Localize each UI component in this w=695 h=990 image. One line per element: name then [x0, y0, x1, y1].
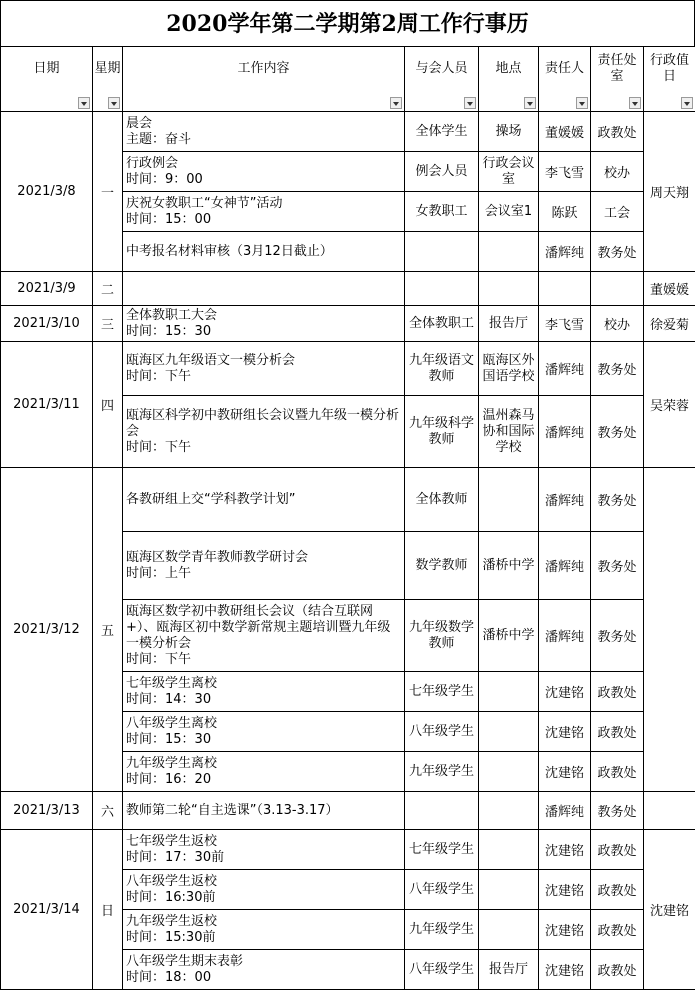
content-cell — [123, 342, 405, 396]
dept-cell: 政教处 — [591, 950, 644, 990]
content-time: 时间：15:30前 — [126, 930, 403, 946]
table-row — [1, 272, 695, 306]
content-cell — [123, 870, 405, 910]
person-cell: 潘辉纯 — [539, 342, 591, 396]
place-cell — [479, 910, 539, 950]
place-cell: 报告厅 — [479, 306, 539, 342]
attendees-cell: 九年级学生 — [405, 752, 479, 792]
person-cell: 董媛媛 — [539, 112, 591, 152]
filter-dropdown-icon[interactable] — [464, 97, 476, 109]
dept-cell: 教务处 — [591, 532, 644, 600]
col-header-person: 责任人 — [539, 47, 591, 112]
person-cell: 沈建铭 — [539, 672, 591, 712]
person-cell: 潘辉纯 — [539, 792, 591, 830]
filter-dropdown-icon[interactable] — [390, 97, 402, 109]
content-time: 时间：18：00 — [126, 970, 403, 986]
place-cell: 瓯海区外国语学校 — [479, 342, 539, 396]
person-cell — [539, 272, 591, 306]
filter-dropdown-icon[interactable] — [108, 97, 120, 109]
attendees-cell: 女教职工 — [405, 192, 479, 232]
attendees-cell: 全体学生 — [405, 112, 479, 152]
attendees-cell: 九年级科学教师 — [405, 396, 479, 468]
dept-cell: 校办 — [591, 306, 644, 342]
content-time: 时间：16:30前 — [126, 890, 403, 906]
place-cell — [479, 830, 539, 870]
content-title: 晨会 — [126, 116, 403, 132]
content-time: 时间：下午 — [126, 652, 403, 668]
date-cell: 2021/3/11 — [1, 342, 93, 468]
table-row — [1, 306, 695, 342]
attendees-cell: 全体教职工 — [405, 306, 479, 342]
col-header-attendees: 与会人员 — [405, 47, 479, 112]
attendees-cell: 八年级学生 — [405, 950, 479, 990]
attendees-cell: 例会人员 — [405, 152, 479, 192]
person-cell: 潘辉纯 — [539, 396, 591, 468]
place-cell: 潘桥中学 — [479, 532, 539, 600]
content-time: 时间：15：00 — [126, 212, 403, 228]
dept-cell: 教务处 — [591, 792, 644, 830]
weekday-cell: 五 — [93, 468, 123, 792]
attendees-cell — [405, 792, 479, 830]
person-cell: 沈建铭 — [539, 712, 591, 752]
schedule-body — [1, 112, 695, 990]
content-cell — [123, 712, 405, 752]
content-title: 九年级学生离校 — [126, 756, 403, 772]
duty-cell: 周天翔 — [644, 112, 695, 272]
date-cell: 2021/3/14 — [1, 830, 93, 990]
dept-cell: 政教处 — [591, 752, 644, 792]
attendees-cell: 九年级语文教师 — [405, 342, 479, 396]
content-cell — [123, 532, 405, 600]
col-header-duty: 行政值日 — [644, 47, 695, 112]
content-title: 瓯海区九年级语文一模分析会 — [126, 353, 403, 369]
content-cell — [123, 112, 405, 152]
person-cell: 李飞雪 — [539, 152, 591, 192]
content-title: 行政例会 — [126, 156, 403, 172]
content-cell — [123, 192, 405, 232]
person-cell: 沈建铭 — [539, 870, 591, 910]
content-cell — [123, 272, 405, 306]
place-cell — [479, 870, 539, 910]
place-cell: 会议室1 — [479, 192, 539, 232]
duty-cell: 董媛媛 — [644, 272, 695, 306]
content-time: 时间：9：00 — [126, 172, 403, 188]
attendees-cell: 七年级学生 — [405, 830, 479, 870]
content-title: 八年级学生返校 — [126, 874, 403, 890]
place-cell — [479, 272, 539, 306]
dept-cell: 教务处 — [591, 342, 644, 396]
col-header-content: 工作内容 — [123, 47, 405, 112]
content-title: 瓯海区数学青年教师教学研讨会 — [126, 550, 403, 566]
table-row — [1, 792, 695, 830]
table-row — [1, 342, 695, 396]
place-cell — [479, 712, 539, 752]
weekday-cell: 二 — [93, 272, 123, 306]
content-time: 时间：14：30 — [126, 692, 403, 708]
place-cell — [479, 232, 539, 272]
dept-cell: 教务处 — [591, 600, 644, 672]
content-cell — [123, 830, 405, 870]
attendees-cell: 数学教师 — [405, 532, 479, 600]
place-cell: 潘桥中学 — [479, 600, 539, 672]
col-header-place: 地点 — [479, 47, 539, 112]
content-title: 庆祝女教职工“女神节”活动 — [126, 196, 403, 212]
content-time: 时间：16：20 — [126, 772, 403, 788]
dept-cell: 政教处 — [591, 870, 644, 910]
content-title: 中考报名材料审核（3月12日截止） — [126, 244, 403, 260]
date-cell: 2021/3/10 — [1, 306, 93, 342]
place-cell: 温州森马协和国际学校 — [479, 396, 539, 468]
dept-cell — [591, 272, 644, 306]
attendees-cell: 八年级学生 — [405, 712, 479, 752]
place-cell: 行政会议室 — [479, 152, 539, 192]
content-time: 时间：下午 — [126, 440, 403, 456]
content-cell — [123, 792, 405, 830]
dept-cell: 工会 — [591, 192, 644, 232]
filter-dropdown-icon[interactable] — [681, 97, 693, 109]
schedule-table — [0, 46, 695, 990]
content-time: 主题：奋斗 — [126, 132, 403, 148]
content-cell — [123, 396, 405, 468]
content-title: 八年级学生离校 — [126, 716, 403, 732]
content-title: 瓯海区科学初中教研组长会议暨九年级一模分析会 — [126, 408, 403, 440]
dept-cell: 政教处 — [591, 672, 644, 712]
filter-dropdown-icon[interactable] — [78, 97, 90, 109]
dept-cell: 校办 — [591, 152, 644, 192]
attendees-cell — [405, 232, 479, 272]
content-cell — [123, 152, 405, 192]
person-cell: 潘辉纯 — [539, 532, 591, 600]
content-cell — [123, 950, 405, 990]
attendees-cell: 九年级学生 — [405, 910, 479, 950]
content-cell — [123, 672, 405, 712]
duty-cell: 徐爱菊 — [644, 306, 695, 342]
weekday-cell: 一 — [93, 112, 123, 272]
person-cell: 潘辉纯 — [539, 600, 591, 672]
place-cell — [479, 792, 539, 830]
content-time: 时间：下午 — [126, 369, 403, 385]
dept-cell: 政教处 — [591, 112, 644, 152]
person-cell: 潘辉纯 — [539, 468, 591, 532]
content-title: 八年级学生期末表彰 — [126, 954, 403, 970]
weekday-cell: 日 — [93, 830, 123, 990]
attendees-cell — [405, 272, 479, 306]
col-header-dept: 责任处室 — [591, 47, 644, 112]
place-cell: 报告厅 — [479, 950, 539, 990]
table-row — [1, 468, 695, 532]
filter-dropdown-icon[interactable] — [576, 97, 588, 109]
dept-cell: 教务处 — [591, 468, 644, 532]
dept-cell: 政教处 — [591, 712, 644, 752]
place-cell — [479, 752, 539, 792]
filter-dropdown-icon[interactable] — [524, 97, 536, 109]
table-row — [1, 830, 695, 870]
table-row — [1, 112, 695, 152]
content-title: 全体教职工大会 — [126, 308, 403, 324]
col-header-date: 日期 — [1, 47, 93, 112]
content-cell — [123, 306, 405, 342]
attendees-cell: 全体教师 — [405, 468, 479, 532]
page-title: 2020学年第二学期第2周工作行事历 — [0, 0, 695, 46]
date-cell: 2021/3/9 — [1, 272, 93, 306]
person-cell: 沈建铭 — [539, 950, 591, 990]
content-time: 时间：15：30 — [126, 324, 403, 340]
attendees-cell: 七年级学生 — [405, 672, 479, 712]
person-cell: 潘辉纯 — [539, 232, 591, 272]
duty-cell: 沈建铭 — [644, 830, 695, 990]
content-title: 各教研组上交“学科教学计划” — [126, 492, 403, 508]
duty-cell — [644, 468, 695, 792]
attendees-cell: 八年级学生 — [405, 870, 479, 910]
content-title: 九年级学生返校 — [126, 914, 403, 930]
dept-cell: 教务处 — [591, 232, 644, 272]
content-title: 七年级学生返校 — [126, 834, 403, 850]
dept-cell: 政教处 — [591, 830, 644, 870]
col-header-weekday: 星期 — [93, 47, 123, 112]
weekday-cell: 六 — [93, 792, 123, 830]
person-cell: 李飞雪 — [539, 306, 591, 342]
weekday-cell: 三 — [93, 306, 123, 342]
person-cell: 陈跃 — [539, 192, 591, 232]
content-cell — [123, 468, 405, 532]
header-row — [1, 47, 695, 112]
content-time: 时间：15：30 — [126, 732, 403, 748]
content-cell — [123, 752, 405, 792]
dept-cell: 教务处 — [591, 396, 644, 468]
content-title: 教师第二轮“自主选课”（3.13-3.17） — [126, 803, 403, 819]
content-cell — [123, 910, 405, 950]
content-cell — [123, 600, 405, 672]
duty-cell: 吴荣蓉 — [644, 342, 695, 468]
content-title: 七年级学生离校 — [126, 676, 403, 692]
weekday-cell: 四 — [93, 342, 123, 468]
attendees-cell: 九年级数学教师 — [405, 600, 479, 672]
person-cell: 沈建铭 — [539, 830, 591, 870]
content-cell — [123, 232, 405, 272]
content-title: 瓯海区数学初中教研组长会议（结合互联网+）、瓯海区初中数学新常规主题培训暨九年级一模分析会 — [126, 604, 403, 652]
date-cell: 2021/3/12 — [1, 468, 93, 792]
place-cell: 操场 — [479, 112, 539, 152]
filter-dropdown-icon[interactable] — [629, 97, 641, 109]
person-cell: 沈建铭 — [539, 910, 591, 950]
dept-cell: 政教处 — [591, 910, 644, 950]
place-cell — [479, 468, 539, 532]
date-cell: 2021/3/8 — [1, 112, 93, 272]
date-cell: 2021/3/13 — [1, 792, 93, 830]
person-cell: 沈建铭 — [539, 752, 591, 792]
content-time: 时间：上午 — [126, 566, 403, 582]
place-cell — [479, 672, 539, 712]
duty-cell — [644, 792, 695, 830]
content-time: 时间：17：30前 — [126, 850, 403, 866]
